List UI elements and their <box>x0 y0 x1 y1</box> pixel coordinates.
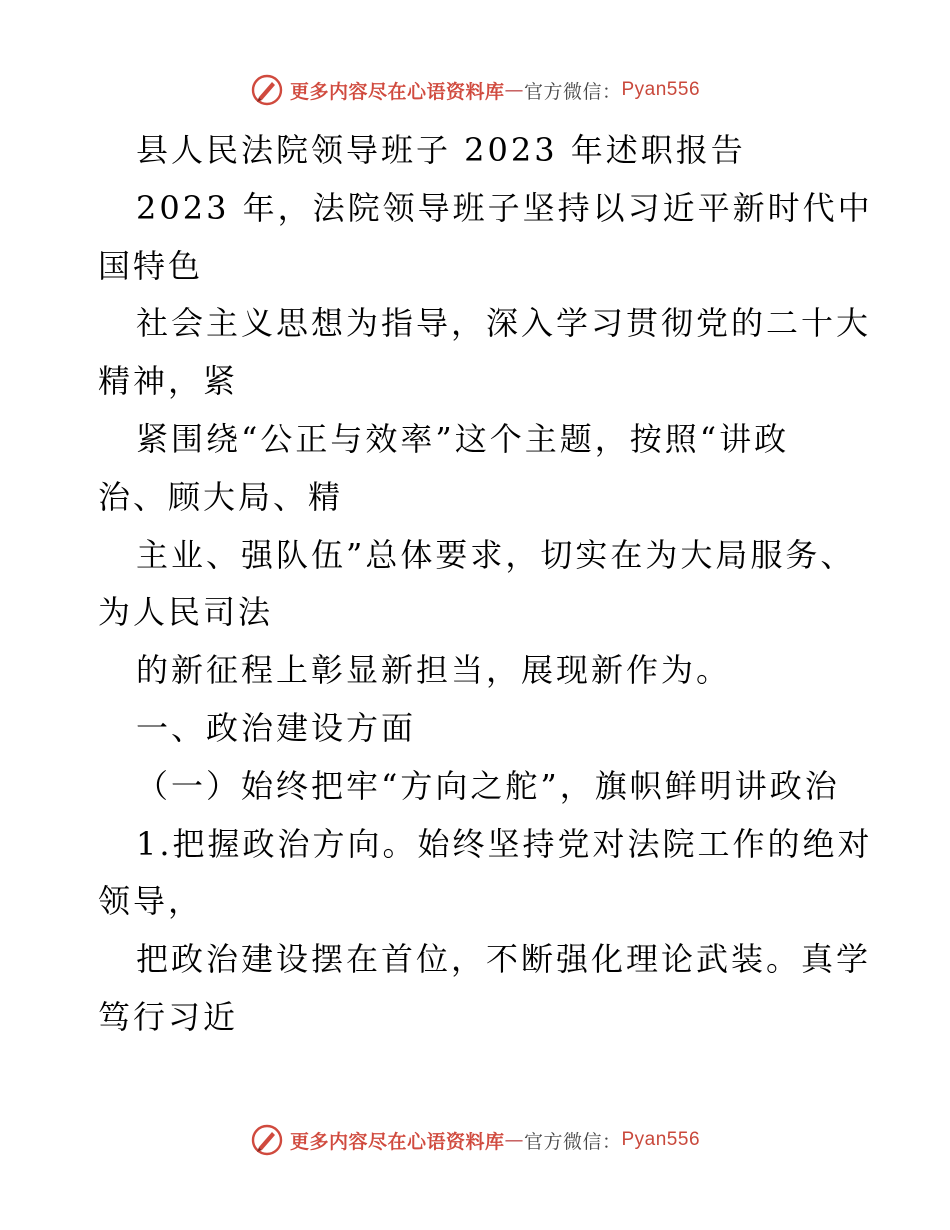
pen-logo-icon <box>250 73 284 107</box>
text-line: 主业、强队伍”总体要求，切实在为大局服务、 <box>136 535 856 574</box>
text-line: 的新征程上彰显新担当，展现新作为。 <box>136 651 732 690</box>
banner-label: 官方微信： <box>523 80 622 103</box>
banner-dash: — <box>504 1129 524 1151</box>
text-line: 一、政治建设方面 <box>136 708 417 747</box>
header-watermark-banner <box>0 70 950 110</box>
banner-wechat-id: Pyan556 <box>621 1129 701 1150</box>
text-line: 笃行习近 <box>98 997 239 1036</box>
text-line: 紧围绕“公正与效率”这个主题，按照“讲政 <box>136 419 790 458</box>
report-body <box>98 122 873 1047</box>
text-line: 把政治建设摆在首位，不断强化理论武装。真学 <box>136 940 872 979</box>
text-line: （一）始终把牢“方向之舵”，旗帜鲜明讲政治 <box>136 766 840 805</box>
banner-dash: — <box>504 79 524 101</box>
banner-wechat-id: Pyan556 <box>621 79 701 100</box>
banner-main-text: 更多内容尽在心语资料库 <box>289 80 505 103</box>
banner-label: 官方微信： <box>523 1130 622 1153</box>
banner-main-text: 更多内容尽在心语资料库 <box>289 1130 505 1153</box>
text-line: 领导， <box>98 882 204 921</box>
pen-logo-icon <box>250 1123 284 1157</box>
text-line: 治、顾大局、精 <box>98 477 344 516</box>
footer-watermark-banner <box>0 1120 950 1160</box>
text-line: 为人民司法 <box>98 593 274 632</box>
text-line: 社会主义思想为指导，深入学习贯彻党的二十大 <box>136 304 872 343</box>
text-line: 2023 年，法院领导班子坚持以习近平新时代中 <box>136 188 873 227</box>
text-line: 县人民法院领导班子 2023 年述职报告 <box>136 131 746 169</box>
text-line: 国特色 <box>98 246 204 285</box>
text-line: 1.把握政治方向。始终坚持党对法院工作的绝对 <box>136 824 873 863</box>
text-line: 精神，紧 <box>98 362 239 401</box>
